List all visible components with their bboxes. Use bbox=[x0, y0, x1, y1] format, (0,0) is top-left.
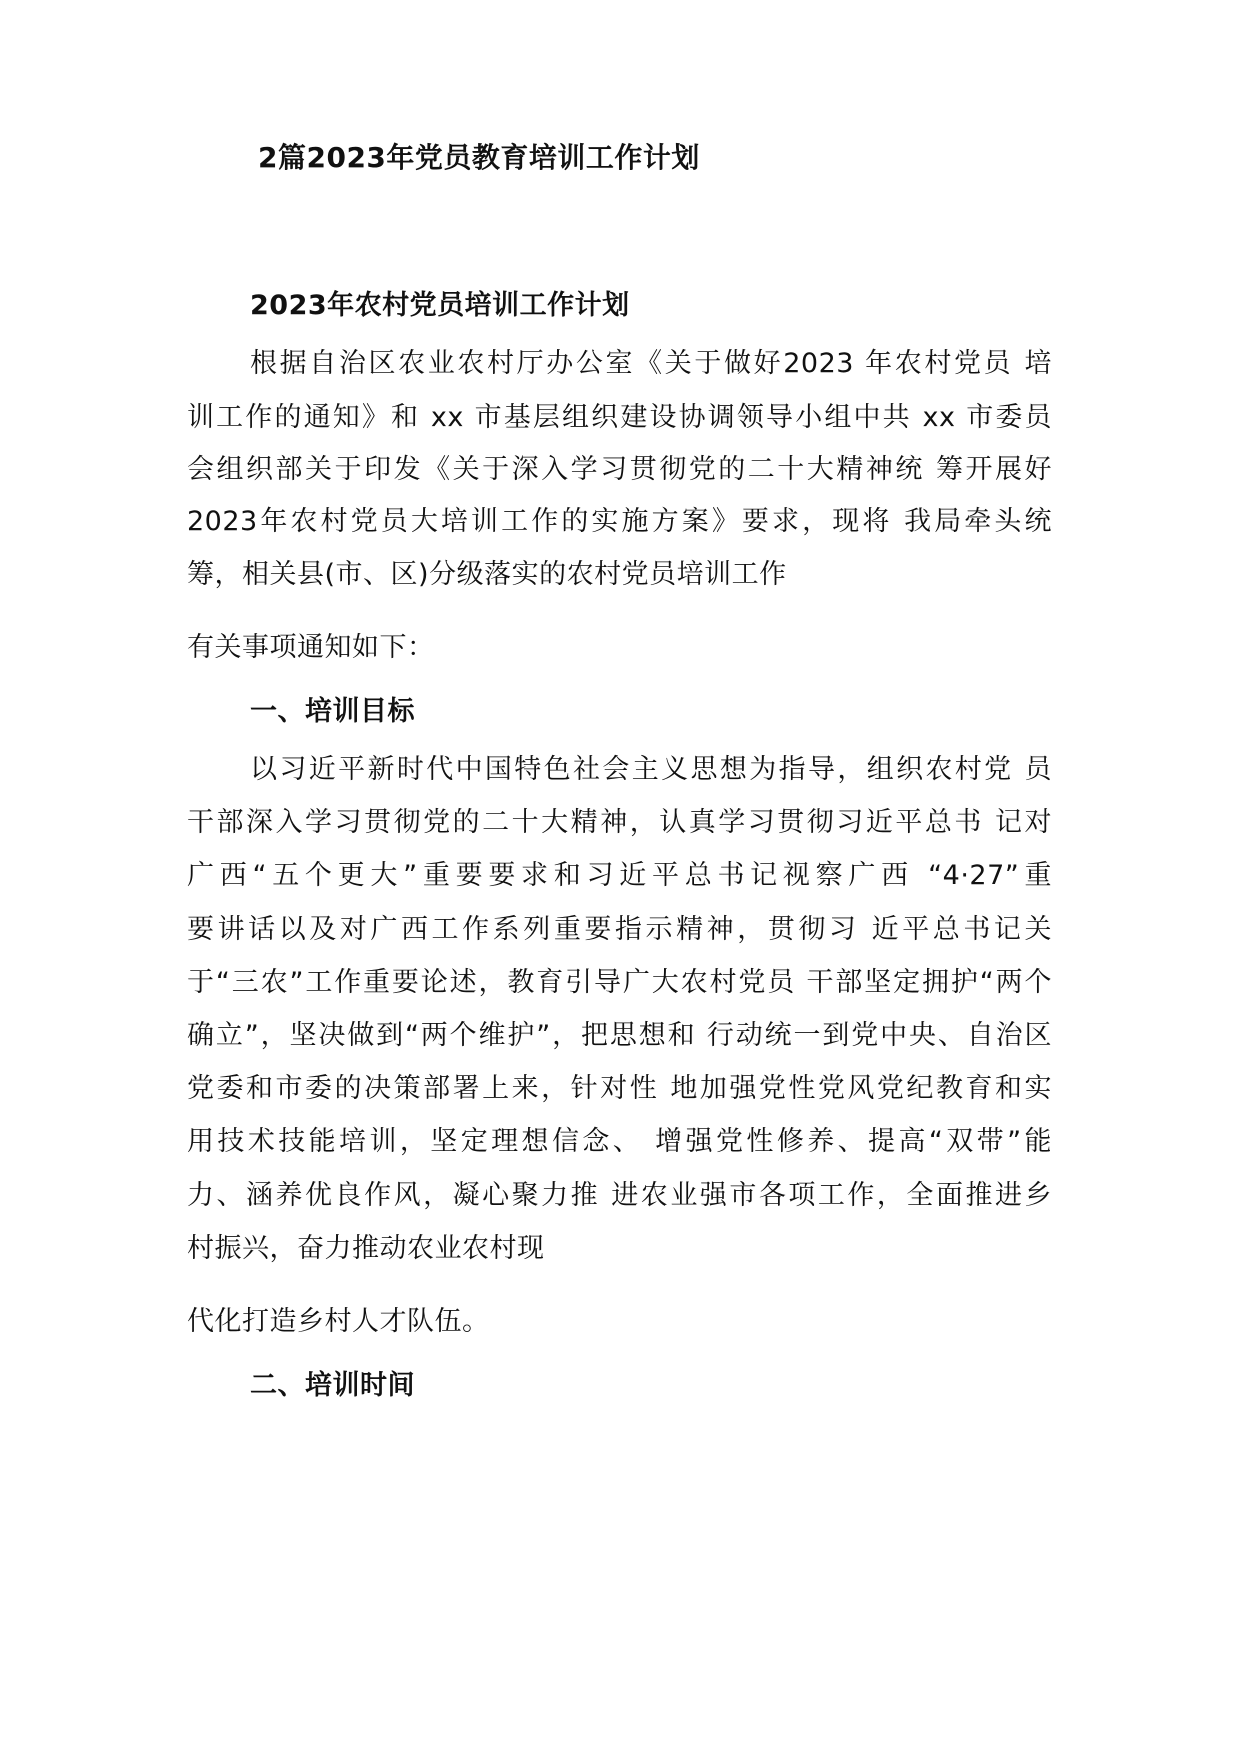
paragraph-line: 用技术技能培训，坚定理想信念、 增强党性修养、提高“双带”能 bbox=[187, 1126, 1052, 1157]
paragraph-line: 要讲话以及对广西工作系列重要指示精神，贯彻习 近平总书记关 bbox=[187, 914, 1052, 945]
plan-subtitle: 2023年农村党员培训工作计划 bbox=[250, 290, 630, 321]
paragraph-line: 以习近平新时代中国特色社会主义思想为指导，组织农村党 员 bbox=[250, 754, 1052, 785]
paragraph-line: 筹，相关县(市、区)分级落实的农村党员培训工作 bbox=[187, 559, 787, 590]
paragraph-line: 2023年农村党员大培训工作的实施方案》要求，现将 我局牵头统 bbox=[187, 506, 1052, 537]
paragraph-line: 干部深入学习贯彻党的二十大精神，认真学习贯彻习近平总书 记对 bbox=[187, 807, 1052, 838]
paragraph-line: 村振兴，奋力推动农业农村现 bbox=[187, 1233, 545, 1264]
section-heading-goals: 一、培训目标 bbox=[250, 696, 415, 727]
goals-tail-line: 代化打造乡村人才队伍。 bbox=[187, 1306, 490, 1337]
paragraph-line: 确立”，坚决做到“两个维护”，把思想和 行动统一到党中央、自治区 bbox=[187, 1020, 1052, 1051]
paragraph-line: 训工作的通知》和 xx 市基层组织建设协调领导小组中共 xx 市委员 bbox=[187, 402, 1052, 433]
paragraph-line: 根据自治区农业农村厅办公室《关于做好2023 年农村党员 培 bbox=[250, 348, 1052, 379]
paragraph-line: 力、涵养优良作风，凝心聚力推 进农业强市各项工作，全面推进乡 bbox=[187, 1180, 1052, 1211]
paragraph-line: 党委和市委的决策部署上来，针对性 地加强党性党风党纪教育和实 bbox=[187, 1073, 1052, 1104]
section-heading-time: 二、培训时间 bbox=[250, 1370, 415, 1401]
paragraph-line: 会组织部关于印发《关于深入学习贯彻党的二十大精神统 筹开展好 bbox=[187, 454, 1052, 485]
notice-line: 有关事项通知如下： bbox=[187, 632, 435, 663]
paragraph-line: 广西“五个更大”重要要求和习近平总书记视察广西 “4·27”重 bbox=[187, 860, 1052, 891]
paragraph-line: 于“三农”工作重要论述，教育引导广大农村党员 干部坚定拥护“两个 bbox=[187, 967, 1052, 998]
document-title: 2篇2023年党员教育培训工作计划 bbox=[258, 141, 700, 174]
